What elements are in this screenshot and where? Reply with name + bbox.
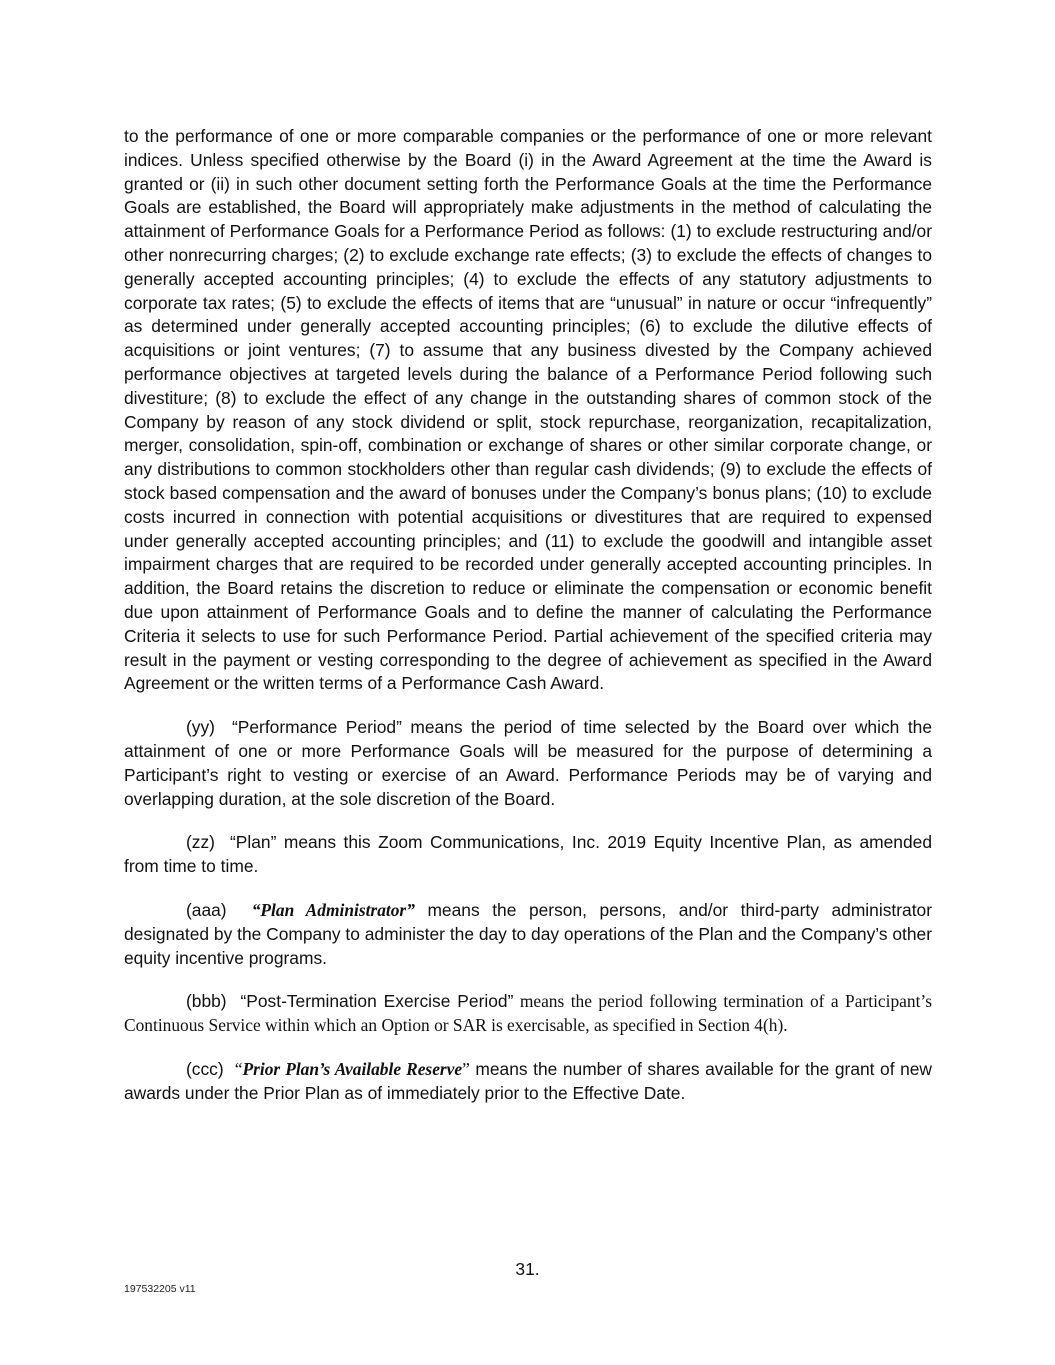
page-body xyxy=(124,125,932,1125)
definition-label: (zz) xyxy=(186,832,215,853)
definition-text: means the period following termination of a Participant’s Continuous Service within which an Option or SAR is exercisable, as specified in Section 4(h). xyxy=(124,991,932,1036)
definition-prior-plans-available-reserve xyxy=(124,1058,932,1106)
defined-term: Prior Plan’s Available Reserve xyxy=(242,1058,463,1079)
term-close-quote: ” xyxy=(462,1058,470,1079)
defined-term: “Plan” xyxy=(229,832,277,853)
defined-term: “Post-Termination Exercise Period” xyxy=(240,991,514,1012)
definition-text: means the period of time selected by the Board over which the attainment of one or more Performance Goals will be measured for the purpose of determining a Participant’s right to vesting or exercise of an Award. Performance Periods may be of varying and overlapping duration, at the sole discretion of the Board. xyxy=(124,717,932,809)
definition-post-termination-exercise-period xyxy=(124,990,932,1038)
definition-text: means the number of shares available for the grant of new awards under the Prior Plan as of immediately prior to the Effective Date. xyxy=(124,1058,932,1103)
definition-label: (aaa) xyxy=(186,899,227,920)
definition-label: (bbb) xyxy=(186,991,227,1012)
definition-text: means the person, persons, and/or third-party administrator designated by the Company to administer the day to day operations of the Plan and the Company’s other equity incentive programs. xyxy=(124,899,932,968)
definition-plan xyxy=(124,831,932,879)
definition-text: means this Zoom Communications, Inc. 2019 Equity Incentive Plan, as amended from time to time. xyxy=(124,832,932,877)
term-open-quote: “ xyxy=(234,1058,243,1079)
defined-term: “Plan Administrator” xyxy=(251,899,415,920)
definition-label: (ccc) xyxy=(186,1058,224,1079)
definition-plan-administrator xyxy=(124,899,932,970)
defined-term: “Performance Period” xyxy=(231,717,402,738)
definition-performance-period xyxy=(124,716,932,811)
definition-label: (yy) xyxy=(186,717,215,738)
continued-paragraph: to the performance of one or more comparable companies or the performance of one or more relevant indices. Unless specified otherwise by the Board (i) in the Award Agreement at the time the Award is granted or (ii) in such other document setting forth the Performance Goals at the time the Performance Goals are established, the Board will appropriately make adjustments in the method of calculating the attainment of Performance Goals for a Performance Period as follows: (1) to exclude restructuring and/or other nonrecurring charges; (2) to exclude exchange rate effects; (3) to exclude the effects of changes to generally accepted accounting principles; (4) to exclude the effects of any statutory adjustments to corporate tax rates; (5) to exclude the effects of items that are “unusual” in nature or occur “infrequently” as determined under generally accepted accounting principles; (6) to exclude the dilutive effects of acquisitions or joint ventures; (7) to assume that any business divested by the Company achieved performance objectives at targeted levels during the balance of a Performance Period following such divestiture; (8) to exclude the effect of any change in the outstanding shares of common stock of the Company by reason of any stock dividend or split, stock repurchase, reorganization, recapitalization, merger, consolidation, spin-off, combination or exchange of shares or other similar corporate change, or any distributions to common stockholders other than regular cash dividends; (9) to exclude the effects of stock based compensation and the award of bonuses under the Company’s bonus plans; (10) to exclude costs incurred in connection with potential acquisitions or divestitures that are required to expensed under generally accepted accounting principles; and (11) to exclude the goodwill and intangible asset impairment charges that are required to be recorded under generally accepted accounting principles. In addition, the Board retains the discretion to reduce or eliminate the compensation or economic benefit due upon attainment of Performance Goals and to define the manner of calculating the Performance Criteria it selects to use for such Performance Period. Partial achievement of the specified criteria may result in the payment or vesting corresponding to the degree of achievement as specified in the Award Agreement or the written terms of a Performance Cash Award. xyxy=(124,126,932,694)
page-number: 31. xyxy=(515,1259,540,1279)
document-id: 197532205 v11 xyxy=(124,1283,196,1295)
